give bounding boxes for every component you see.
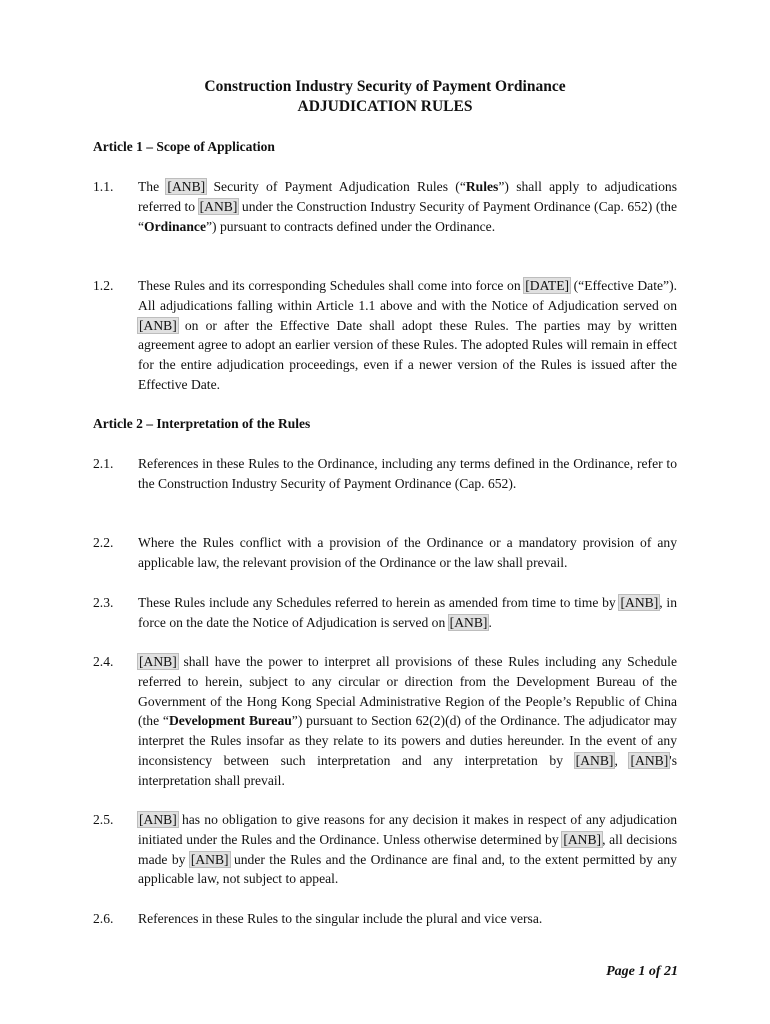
defined-term-ordinance: Ordinance (144, 218, 206, 234)
placeholder-anb[interactable]: [ANB] (139, 654, 177, 669)
placeholder-date[interactable]: [DATE] (525, 278, 570, 293)
placeholder-anb[interactable]: [ANB] (563, 831, 602, 847)
clause-number: 2.1. (93, 456, 114, 471)
clause-text: These Rules include any Schedules referred to herein as amended from time to time by [ANB], in force on the date the Notice of Adjudication is served on [ANB]. (138, 595, 677, 630)
clause-1-2 (93, 276, 677, 395)
clause-1-1 (93, 177, 677, 236)
clause-number: 2.4. (93, 654, 114, 669)
placeholder-anb[interactable]: [ANB] (620, 595, 659, 610)
clause-number: 1.2. (93, 278, 114, 293)
clause-number: 2.3. (93, 595, 114, 610)
clause-2-5 (93, 810, 677, 889)
clause-2-2 (93, 533, 677, 573)
defined-term-development-bureau: Development Bureau (168, 713, 292, 729)
clause-2-3 (93, 593, 677, 633)
clause-text: References in these Rules to the Ordinance, including any terms defined in the Ordinance, refer to the Construction Industry Security of Payment Ordinance (Cap. 652). (138, 456, 677, 491)
placeholder-anb[interactable]: [ANB] (139, 317, 177, 333)
article-2-heading: Article 2 – Interpretation of the Rules (93, 416, 311, 431)
clause-text: [ANB] has no obligation to give reasons for any decision it makes in respect of any adjudication initiated under the Rules and the Ordinance. Unless otherwise determined by [ANB], all decisions made by [ANB] under the Rules and the Ordinance are final and, to the extent permitted by any applicable law, not subject to appeal. (138, 812, 678, 887)
placeholder-anb[interactable]: [ANB] (199, 198, 238, 214)
clause-2-6 (93, 909, 677, 929)
clause-number: 2.5. (93, 812, 114, 827)
clause-2-4 (93, 652, 677, 791)
document-title: Construction Industry Security of Payment Ordinance (204, 78, 566, 95)
clause-text: The [ANB] Security of Payment Adjudication Rules (“Rules”) shall apply to adjudications referred to [ANB] under the Construction Industry Security of Payment Ordinance (Cap. 652) (the “Ordinance”) pursuant to contracts defined under the Ordinance. (138, 179, 677, 234)
placeholder-anb[interactable]: [ANB] (139, 812, 177, 827)
placeholder-anb[interactable]: [ANB] (190, 851, 229, 867)
clause-text: References in these Rules to the singular include the plural and vice versa. (138, 911, 543, 926)
clause-number: 2.2. (93, 535, 114, 550)
document-subtitle: ADJUDICATION RULES (297, 98, 473, 115)
placeholder-anb[interactable]: [ANB] (167, 179, 206, 194)
clause-2-1 (93, 454, 677, 494)
clause-number: 2.6. (93, 911, 114, 926)
article-1-heading: Article 1 – Scope of Application (93, 139, 275, 154)
clause-text: These Rules and its corresponding Schedules shall come into force on [DATE] (“Effective Date”). All adjudications falling within Article 1.1 above and with the Notice of Adjudication served on [ANB] on or after the Effective Date shall adopt these Rules. The parties may by written agreement agree to adopt an earlier version of these Rules. The adopted Rules will remain in effect for the entire adjudication proceedings, even if a newer version of the Rules is issued after the Effective Date. (138, 278, 677, 392)
placeholder-anb[interactable]: [ANB] (575, 752, 614, 768)
defined-term-rules: Rules (465, 179, 499, 194)
page-number: Page 1 of 21 (606, 964, 678, 979)
clause-number: 1.1. (93, 179, 114, 194)
placeholder-anb[interactable]: [ANB] (449, 614, 488, 630)
clause-text: [ANB] shall have the power to interpret all provisions of these Rules including any Schedule referred to herein, subject to any circular or direction from the Development Bureau of the Government of the Hong Kong Special Administrative Region of the People’s Republic of China (the “Development Bureau”) pursuant to Section 62(2)(d) of the Ordinance. The adjudicator may interpret the Rules insofar as they relate to its powers and duties hereunder. In the event of any inconsistency between such interpretation and any interpretation by [ANB], [ANB]'s interpretation shall prevail. (138, 654, 677, 788)
clause-text: Where the Rules conflict with a provision of the Ordinance or a mandatory provision of any applicable law, the relevant provision of the Ordinance or the law shall prevail. (138, 535, 677, 570)
placeholder-anb[interactable]: [ANB] (630, 752, 669, 768)
